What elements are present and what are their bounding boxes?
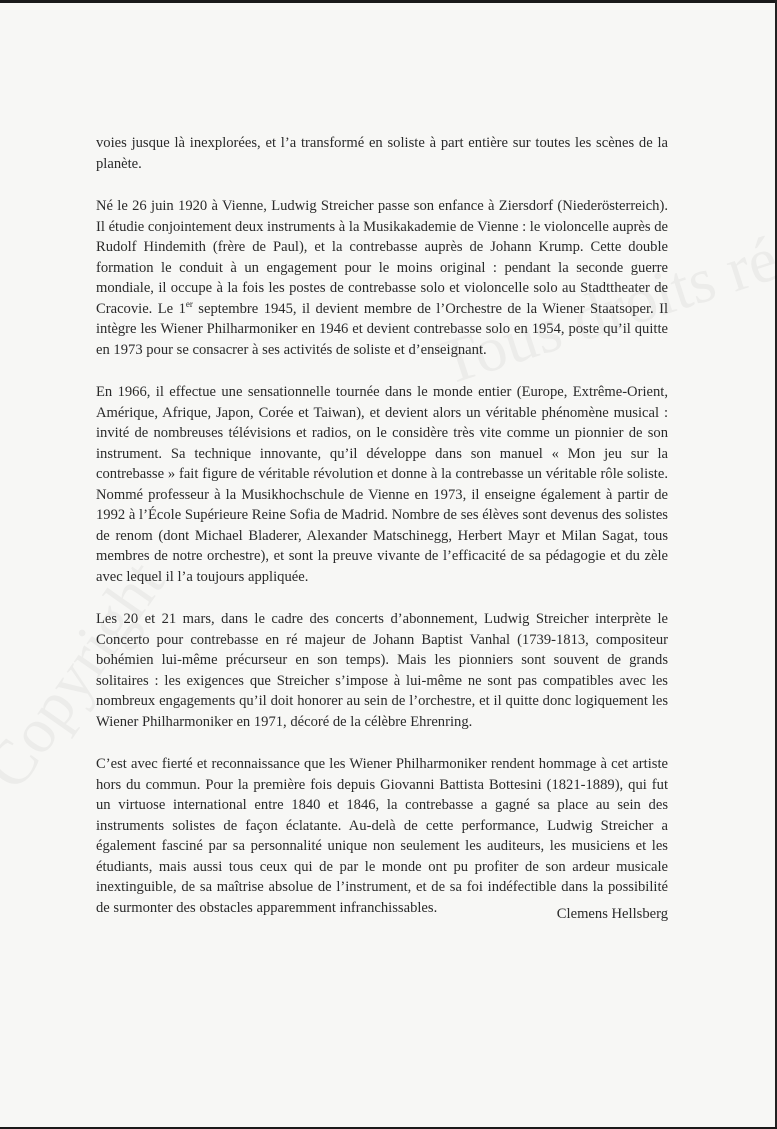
paragraph-4 — [96, 609, 668, 732]
paragraph-text: Les 20 et 21 mars, dans le cadre des concerts d’abonnement, Ludwig Streicher interprète le Concerto pour contrebasse en ré majeur de Johann Baptist Vanhal (1739-1813, compositeur bohémien lui-même précurseur en son temps). Mais les pionniers sont souvent de grands solitaires : les exigences que Streicher s’impose à lui-même ne sont pas compatibles avec les nombreux engagements qu’il doit honorer au sein de l’orchestre, et il quitte donc logiquement les Wiener Philharmoniker en 1971, décoré de la célèbre Ehrenring. — [96, 611, 668, 730]
paragraph-text: C’est avec fierté et reconnaissance que les Wiener Philharmoniker rendent hommage à cet artiste hors du commun. Pour la première fois depuis Giovanni Battista Bottesini (1821-1889), qui fut un virtuose international entre 1840 et 1846, la contrebasse a gagné sa place au sein des instruments solistes de façon éclatante. Au-delà de cette performance, Ludwig Streicher a également fasciné par sa personnalité unique non seulement les auditeurs, les musiciens et les étudiants, mais aussi tous ceux qui de par le monde ont pu profiter de son ardeur musicale inextinguible, de sa maîtrise absolue de l’instrument, et de sa foi indéfectible dans la possibilité de surmonter des obstacles apparemment infranchissables. — [96, 756, 668, 916]
paragraph-1 — [96, 133, 668, 174]
paragraph-text: En 1966, il effectue une sensationnelle tournée dans le monde entier (Europe, Extrême-Orient, Amérique, Afrique, Japon, Corée et Taiwan), et devient alors un véritable phénomène musical : invité de nombreuses télévisions et radios, on le considère très vite comme un pionnier de son instrument. Sa technique innovante, qu’il développe dans son manuel « Mon jeu sur la contrebasse » fait figure de véritable révolution et donne à la contrebasse un véritable rôle soliste. Nommé professeur à la Musikhochschule de Vienne en 1973, il enseigne également à partir de 1992 à l’École Supérieure Reine Sofia de Madrid. Nombre de ses élèves sont devenus des solistes de renom (dont Michael Bladerer, Alexander Matschinegg, Herbert Mayr et Milan Sagat, tous membres de notre orchestre), et sont la preuve vivante de l’efficacité de sa pédagogie et du zèle avec lequel il l’a toujours appliquée. — [96, 384, 668, 585]
author-signature: Clemens Hellsberg — [556, 906, 668, 922]
ordinal-superscript: er — [185, 298, 193, 309]
paragraph-5 — [96, 754, 668, 918]
paragraph-3 — [96, 382, 668, 587]
paragraph-text: septembre 1945, il devient membre de l’Orchestre de la Wiener Staatsoper. Il intègre les Wiener Philharmoniker en 1946 et devient contrebasse solo en 1954, poste qu’il quitte en 1973 pour se consacrer à ses activités de soliste et d’enseignant. — [96, 300, 669, 358]
document-body — [96, 133, 668, 940]
paragraph-text: voies jusque là inexplorées, et l’a transformé en soliste à part entière sur toutes les scènes de la planète. — [96, 135, 668, 172]
paragraph-2 — [96, 196, 668, 360]
paragraph-text: Né le 26 juin 1920 à Vienne, Ludwig Streicher passe son enfance à Ziersdorf (Niederösterreich). Il étudie conjointement deux instruments à la Musikakademie de Vienne : le violoncelle auprès de Rudolf Hindemith (frère de Paul), et la contrebasse auprès de Johann Krump. Cette double formation le conduit à un engagement pour le moins original : pendant la seconde guerre mondiale, il occupe à la fois les postes de contrebasse solo et violoncelle solo au Stadttheater de Cracovie. Le 1 — [96, 198, 668, 317]
page-top-edge — [0, 0, 777, 3]
